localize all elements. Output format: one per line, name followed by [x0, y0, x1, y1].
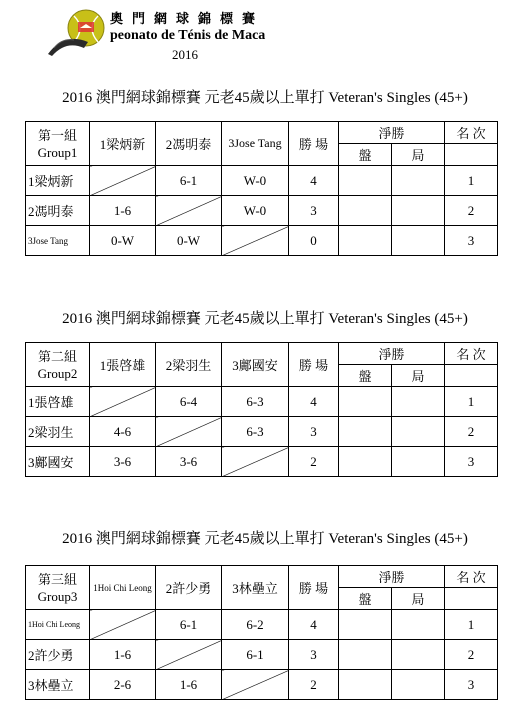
opponent-header: 1張啓雄: [90, 343, 156, 387]
rank-value: 3: [445, 670, 498, 700]
match-score: 1-6: [90, 640, 156, 670]
sets-value: [339, 387, 392, 417]
games-value: [392, 670, 445, 700]
net-wins-header: 淨勝: [339, 343, 445, 365]
player-name: 2馮明泰: [26, 196, 90, 226]
group-label-cn: 第三組: [37, 571, 77, 587]
wins-header: 勝 場: [289, 566, 339, 610]
group-label-en: Group2: [37, 365, 78, 381]
match-score: 6-1: [156, 610, 222, 640]
sets-value: [339, 670, 392, 700]
table-row: [26, 166, 498, 196]
player-name: 1Hoi Chi Leong: [26, 610, 90, 640]
wins-value: 4: [289, 610, 339, 640]
group-standings-table: [25, 342, 498, 477]
games-value: [392, 387, 445, 417]
match-score: W-0: [222, 196, 289, 226]
rank-subheader-empty: [445, 144, 498, 166]
group-standings-table: [25, 121, 498, 256]
wins-value: 2: [289, 447, 339, 477]
opponent-header: 1梁炳新: [90, 122, 156, 166]
group-label-cell: [26, 566, 90, 610]
rank-value: 2: [445, 417, 498, 447]
opponent-header: 2許少勇: [156, 566, 222, 610]
games-value: [392, 166, 445, 196]
opponent-header: 2梁羽生: [156, 343, 222, 387]
rank-value: 2: [445, 196, 498, 226]
section-title: 2016 澳門網球錦標賽 元老45歲以上單打 Veteran's Singles (45+): [62, 531, 468, 547]
sets-value: [339, 640, 392, 670]
player-name: 3Jose Tang: [26, 226, 90, 256]
sets-header: 盤: [339, 588, 392, 610]
player-name: 2許少勇: [26, 640, 90, 670]
wins-value: 4: [289, 387, 339, 417]
sets-value: [339, 196, 392, 226]
match-score: W-0: [222, 166, 289, 196]
wins-value: 4: [289, 166, 339, 196]
rank-subheader-empty: [445, 588, 498, 610]
games-value: [392, 447, 445, 477]
group-label-cell: [26, 343, 90, 387]
self-match-cell: [222, 447, 289, 477]
sets-value: [339, 447, 392, 477]
group-label-cell: [26, 122, 90, 166]
rank-header: 名 次: [445, 566, 498, 588]
table-row: [26, 640, 498, 670]
self-match-cell: [156, 196, 222, 226]
wins-value: 3: [289, 417, 339, 447]
group-label-cn: 第一組: [37, 127, 77, 143]
group-label-en: Group3: [37, 588, 78, 604]
net-wins-header: 淨勝: [339, 566, 445, 588]
games-value: [392, 196, 445, 226]
match-score: 4-6: [90, 417, 156, 447]
rank-header: 名 次: [445, 122, 498, 144]
player-name: 3鄺國安: [26, 447, 90, 477]
group-label-cn: 第二組: [37, 348, 77, 364]
games-header: 局: [392, 365, 445, 387]
sets-value: [339, 166, 392, 196]
group-standings-table: [25, 565, 498, 700]
sets-header: 盤: [339, 144, 392, 166]
net-wins-header: 淨勝: [339, 122, 445, 144]
self-match-cell: [156, 640, 222, 670]
table-row: [26, 387, 498, 417]
wins-value: 2: [289, 670, 339, 700]
player-name: 3林壘立: [26, 670, 90, 700]
player-name: 2梁羽生: [26, 417, 90, 447]
match-score: 6-2: [222, 610, 289, 640]
section-title: 2016 澳門網球錦標賽 元老45歲以上單打 Veteran's Singles (45+): [62, 90, 468, 106]
match-score: 0-W: [156, 226, 222, 256]
games-value: [392, 226, 445, 256]
rank-value: 3: [445, 447, 498, 477]
opponent-header: 1Hoi Chi Leong: [90, 566, 156, 610]
match-score: 1-6: [156, 670, 222, 700]
rank-subheader-empty: [445, 365, 498, 387]
tournament-logo: [44, 8, 106, 58]
sets-value: [339, 417, 392, 447]
self-match-cell: [156, 417, 222, 447]
match-score: 0-W: [90, 226, 156, 256]
table-row: [26, 226, 498, 256]
rank-value: 3: [445, 226, 498, 256]
table-row: [26, 670, 498, 700]
header-year: 2016: [172, 47, 198, 62]
self-match-cell: [90, 166, 156, 196]
header-title-cn: 奧門網球錦標賽: [110, 12, 265, 27]
match-score: 1-6: [90, 196, 156, 226]
match-score: 6-1: [222, 640, 289, 670]
wins-value: 3: [289, 640, 339, 670]
rank-value: 2: [445, 640, 498, 670]
match-score: 6-1: [156, 166, 222, 196]
self-match-cell: [222, 226, 289, 256]
games-value: [392, 640, 445, 670]
table-row: [26, 196, 498, 226]
table-row: [26, 447, 498, 477]
self-match-cell: [222, 670, 289, 700]
wins-header: 勝 場: [289, 343, 339, 387]
rank-value: 1: [445, 166, 498, 196]
opponent-header: 3林壘立: [222, 566, 289, 610]
wins-header: 勝 場: [289, 122, 339, 166]
sets-header: 盤: [339, 365, 392, 387]
table-row: [26, 417, 498, 447]
player-name: 1梁炳新: [26, 166, 90, 196]
games-header: 局: [392, 144, 445, 166]
opponent-header: 3鄺國安: [222, 343, 289, 387]
sets-value: [339, 226, 392, 256]
section-title: 2016 澳門網球錦標賽 元老45歲以上單打 Veteran's Singles (45+): [62, 311, 468, 327]
opponent-header: 3Jose Tang: [222, 122, 289, 166]
match-score: 2-6: [90, 670, 156, 700]
match-score: 3-6: [90, 447, 156, 477]
games-value: [392, 610, 445, 640]
wins-value: 0: [289, 226, 339, 256]
player-name: 1張啓雄: [26, 387, 90, 417]
table-row: [26, 610, 498, 640]
match-score: 6-4: [156, 387, 222, 417]
rank-header: 名 次: [445, 343, 498, 365]
opponent-header: 2馮明泰: [156, 122, 222, 166]
match-score: 6-3: [222, 387, 289, 417]
match-score: 6-3: [222, 417, 289, 447]
wins-value: 3: [289, 196, 339, 226]
self-match-cell: [90, 387, 156, 417]
sets-value: [339, 610, 392, 640]
games-value: [392, 417, 445, 447]
self-match-cell: [90, 610, 156, 640]
rank-value: 1: [445, 610, 498, 640]
rank-value: 1: [445, 387, 498, 417]
games-header: 局: [392, 588, 445, 610]
group-label-en: Group1: [37, 144, 78, 160]
header-title-pt: peonato de Ténis de Maca: [110, 28, 266, 43]
match-score: 3-6: [156, 447, 222, 477]
